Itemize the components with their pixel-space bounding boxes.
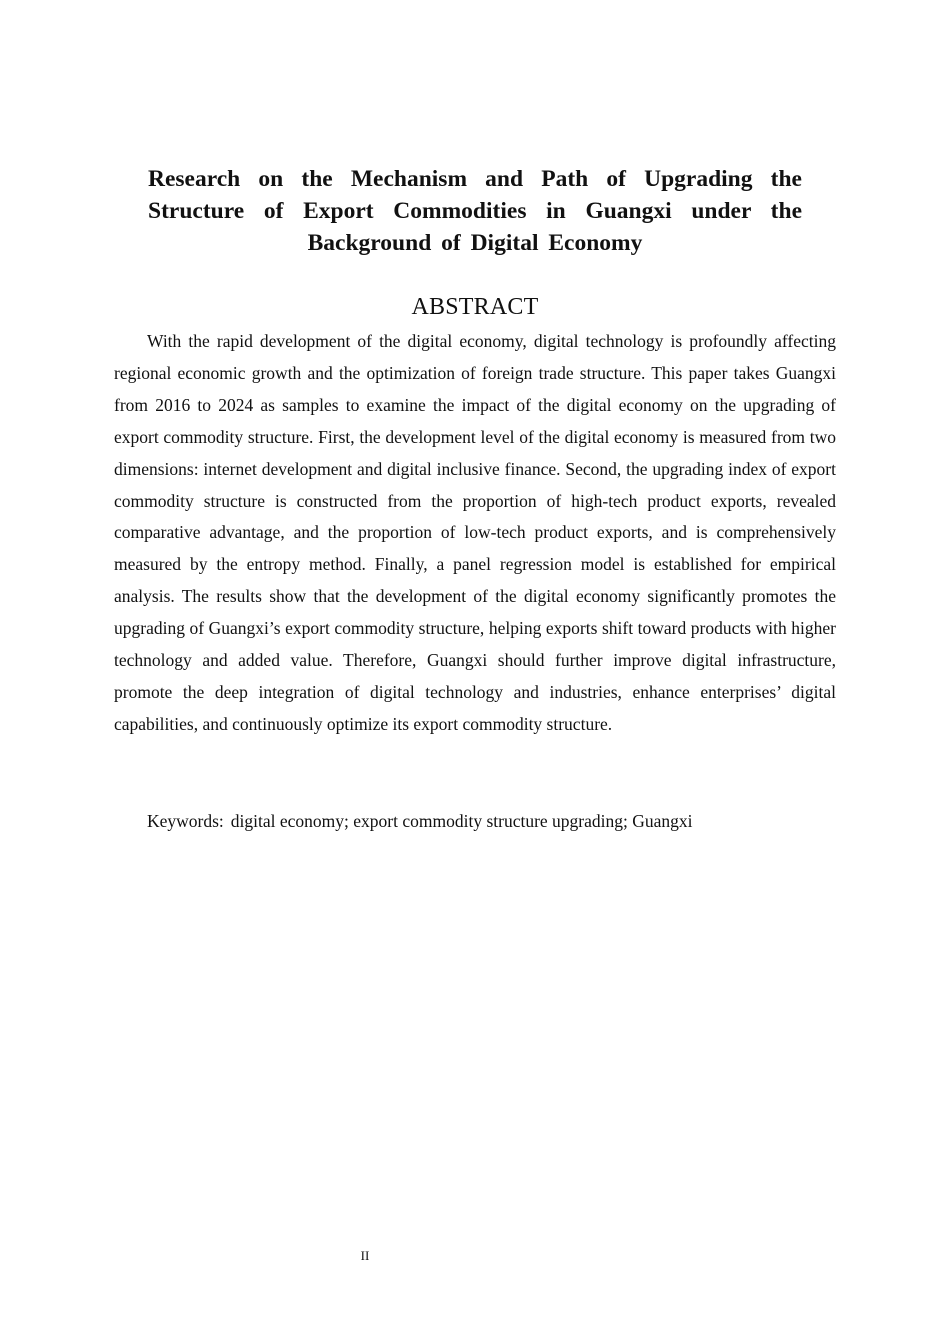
keywords-line xyxy=(147,806,693,836)
page-number: II xyxy=(360,1248,370,1263)
abstract-heading: ABSTRACT xyxy=(411,294,539,320)
keywords-label: Keywords: xyxy=(147,811,224,831)
keywords-value: digital economy; export commodity structure upgrading; Guangxi xyxy=(230,811,693,831)
document-title: Research on the Mechanism and Path of Upgrading the Structure of Export Commodities in Guangxi under the Background of Digital Economy xyxy=(148,166,802,256)
abstract-body: With the rapid development of the digital economy, digital technology is profoundly affecting regional economic growth and the optimization of foreign trade structure. This paper takes Guangxi from 2016 to 2024 as samples to examine the impact of the digital economy on the upgrading of export commodity structure. First, the development level of the digital economy is measured from two dimensions: internet development and digital inclusive finance. Second, the upgrading index of export commodity structure is constructed from the proportion of high-tech product exports, revealed comparative advantage, and the proportion of low-tech product exports, and is comprehensively measured by the entropy method. Finally, a panel regression model is established for empirical analysis. The results show that the development of the digital economy significantly promotes the upgrading of Guangxi’s export commodity structure, helping exports shift toward products with higher technology and added value. Therefore, Guangxi should further improve digital infrastructure, promote the deep integration of digital technology and industries, enhance enterprises’ digital capabilities, and continuously optimize its export commodity structure. xyxy=(114,331,836,734)
